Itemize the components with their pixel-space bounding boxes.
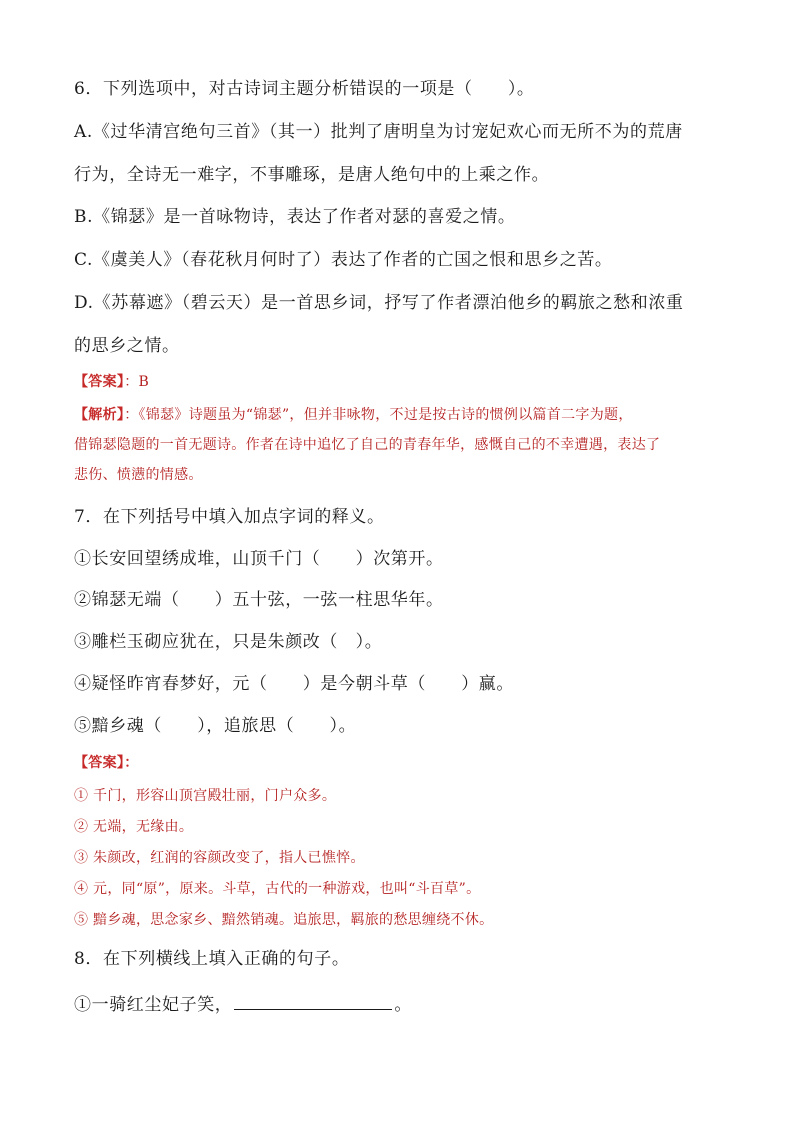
q7-answer-2: ② 无端，无缘由。 [74,819,194,835]
q7-item-1: ①长安回望绣成堆，山顶千门（ ）次第开。 [74,549,444,569]
q7-answer-3: ③ 朱颜改，红润的容颜改变了，指人已憔悴。 [74,850,365,866]
q6-analysis-tag: 【解析】 [74,407,125,423]
q7-stem: 7．在下列括号中填入加点字词的释义。 [74,507,385,527]
q6-option-c: C.《虞美人》（春花秋月何时了）表达了作者的亡国之恨和思乡之苦。 [74,250,613,270]
q6-answer-tag: 【答案】 [74,374,125,390]
q7-item-4: ④疑怪昨宵春梦好，元（ ）是今朝斗草（ ）赢。 [74,674,514,694]
q6-option-d-line1: D.《苏幕遮》（碧云天）是一首思乡词，抒写了作者漂泊他乡的羁旅之愁和浓重 [74,293,684,313]
q7-item-3: ③雕栏玉砌应犹在，只是朱颜改（ ）。 [74,632,383,652]
q7-answer-tag: 【答案】： [74,755,139,771]
q7-item-2: ②锦瑟无端（ ）五十弦，一弦一柱思华年。 [74,590,444,610]
q6-analysis-line2: 借锦瑟隐题的一首无题诗。作者在诗中追忆了自己的青春年华，感慨自己的不幸遭遇，表达了 [74,437,661,453]
q6-analysis-line1 [74,405,633,425]
q6-stem: 6．下列选项中，对古诗词主题分析错误的一项是（ ）。 [74,79,535,99]
q7-answer-1: ① 千门，形容山顶宫殿壮丽，门户众多。 [74,788,337,804]
q8-item-1-prefix: ①一骑红尘妃子笑， [74,995,233,1015]
q6-answer-value: ：B [124,374,150,390]
q6-option-a-line1: A.《过华清宫绝句三首》（其一）批判了唐明皇为讨宠妃欢心而无所不为的荒唐 [74,122,683,142]
q8-item-1-suffix: 。 [394,995,413,1015]
q7-answer-5: ⑤ 黯乡魂，思念家乡、黯然销魂。追旅思，羁旅的愁思缠绕不休。 [74,912,494,928]
q6-answer [74,372,149,392]
q6-option-b: B.《锦瑟》是一首咏物诗，表达了作者对瑟的喜爱之情。 [74,207,516,227]
q8-item-1 [74,991,412,1016]
q6-analysis-text1: ：《锦瑟》诗题虽为“锦瑟”，但并非咏物，不过是按古诗的惯例以篇首二字为题， [124,407,633,423]
q6-option-a-line2: 行为，全诗无一难字，不事雕琢，是唐人绝句中的上乘之作。 [74,165,550,185]
q7-item-5: ⑤黯乡魂（ ），追旅思（ ）。 [74,716,357,736]
q8-stem: 8．在下列横线上填入正确的句子。 [74,949,350,969]
fill-in-blank[interactable] [234,991,392,1010]
q6-analysis-line3: 悲伤、愤懑的情感。 [74,467,203,483]
q6-option-d-line2: 的思乡之情。 [74,336,180,356]
q7-answer-4: ④ 元，同“原”，原来。斗草，古代的一种游戏，也叫“斗百草”。 [74,881,481,897]
